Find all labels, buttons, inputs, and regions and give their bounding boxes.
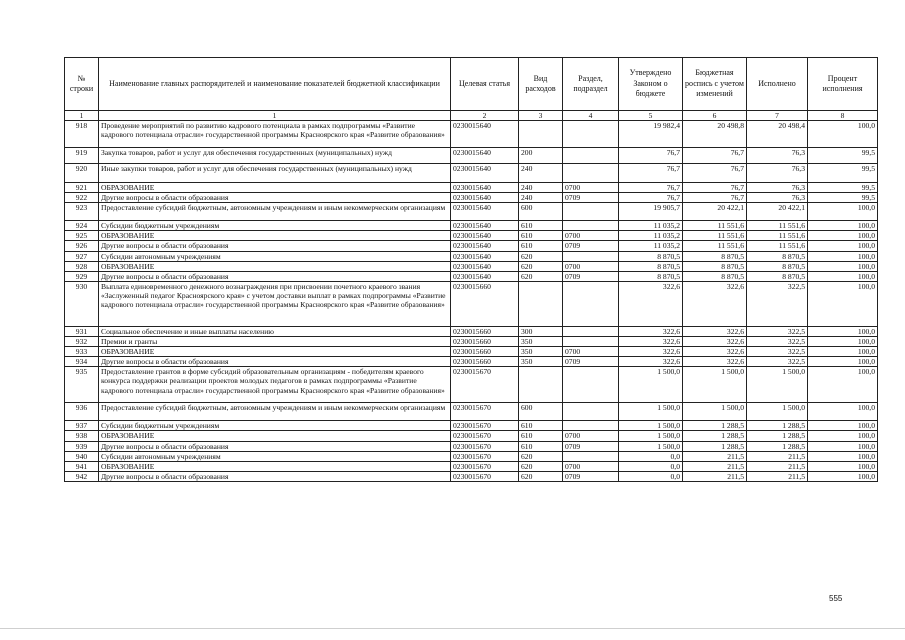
section-cell: 0700: [563, 183, 619, 193]
row-number-cell: 930: [65, 281, 99, 326]
header-section: Раздел, подраздел: [563, 58, 619, 111]
row-name-cell: ОБРАЗОВАНИЕ: [99, 461, 451, 471]
executed-cell: 11 551,6: [747, 221, 808, 231]
target-item-cell: 0230015640: [451, 261, 519, 271]
section-cell: 0700: [563, 231, 619, 241]
approved-cell: 1 500,0: [619, 431, 683, 441]
percent-cell: 100,0: [808, 221, 878, 231]
row-name-cell: Субсидии бюджетным учреждениям: [99, 221, 451, 231]
expense-type-cell: 620: [519, 461, 563, 471]
table-row: [65, 471, 878, 481]
section-cell: [563, 164, 619, 183]
row-name-cell: Иные закупки товаров, работ и услуг для обеспечения государственных (муниципальных) нужд: [99, 164, 451, 183]
budget-list-cell: 1 500,0: [683, 367, 747, 403]
budget-list-cell: 1 288,5: [683, 441, 747, 451]
percent-cell: 100,0: [808, 281, 878, 326]
executed-cell: 211,5: [747, 461, 808, 471]
percent-cell: 100,0: [808, 403, 878, 421]
executed-cell: 11 551,6: [747, 231, 808, 241]
target-item-cell: 0230015660: [451, 281, 519, 326]
executed-cell: 8 870,5: [747, 271, 808, 281]
header-expense-type: Вид расходов: [519, 58, 563, 111]
target-item-cell: 0230015670: [451, 451, 519, 461]
target-item-cell: 0230015670: [451, 367, 519, 403]
table-row: [65, 461, 878, 471]
row-number-cell: 924: [65, 221, 99, 231]
expense-type-cell: 240: [519, 193, 563, 203]
table-row: [65, 261, 878, 271]
target-item-cell: 0230015640: [451, 251, 519, 261]
executed-cell: 322,5: [747, 357, 808, 367]
executed-cell: 1 288,5: [747, 431, 808, 441]
percent-cell: 100,0: [808, 451, 878, 461]
column-number: 4: [563, 111, 619, 121]
expense-type-cell: 240: [519, 164, 563, 183]
approved-cell: 76,7: [619, 164, 683, 183]
row-name-cell: ОБРАЗОВАНИЕ: [99, 261, 451, 271]
target-item-cell: 0230015660: [451, 357, 519, 367]
approved-cell: 322,6: [619, 326, 683, 336]
expense-type-cell: 610: [519, 231, 563, 241]
row-number-cell: 928: [65, 261, 99, 271]
row-name-cell: ОБРАЗОВАНИЕ: [99, 431, 451, 441]
approved-cell: 0,0: [619, 451, 683, 461]
section-cell: 0700: [563, 461, 619, 471]
approved-cell: 322,6: [619, 281, 683, 326]
approved-cell: 1 500,0: [619, 403, 683, 421]
approved-cell: 8 870,5: [619, 271, 683, 281]
expense-type-cell: 610: [519, 241, 563, 251]
table-row: [65, 148, 878, 164]
executed-cell: 211,5: [747, 451, 808, 461]
section-cell: [563, 326, 619, 336]
row-name-cell: Другие вопросы в области образования: [99, 357, 451, 367]
percent-cell: 100,0: [808, 471, 878, 481]
executed-cell: 76,3: [747, 164, 808, 183]
executed-cell: 1 288,5: [747, 421, 808, 431]
target-item-cell: 0230015640: [451, 241, 519, 251]
row-name-cell: Субсидии автономным учреждениям: [99, 451, 451, 461]
budget-list-cell: 76,7: [683, 183, 747, 193]
header-percent: Процент исполнения: [808, 58, 878, 111]
section-cell: [563, 121, 619, 148]
table-row: [65, 221, 878, 231]
table-row: [65, 231, 878, 241]
target-item-cell: 0230015660: [451, 326, 519, 336]
table-row: [65, 357, 878, 367]
target-item-cell: 0230015660: [451, 347, 519, 357]
row-number-cell: 921: [65, 183, 99, 193]
executed-cell: 76,3: [747, 193, 808, 203]
expense-type-cell: 350: [519, 357, 563, 367]
expense-type-cell: 620: [519, 471, 563, 481]
expense-type-cell: [519, 121, 563, 148]
executed-cell: 11 551,6: [747, 241, 808, 251]
budget-list-cell: 20 498,8: [683, 121, 747, 148]
table-row: [65, 326, 878, 336]
section-cell: [563, 281, 619, 326]
approved-cell: 11 035,2: [619, 221, 683, 231]
table-row: [65, 121, 878, 148]
target-item-cell: 0230015670: [451, 421, 519, 431]
percent-cell: 100,0: [808, 203, 878, 221]
table-row: [65, 367, 878, 403]
section-cell: [563, 421, 619, 431]
header-row: [65, 58, 878, 111]
section-cell: [563, 336, 619, 346]
table-row: [65, 183, 878, 193]
expense-type-cell: 610: [519, 431, 563, 441]
section-cell: 0709: [563, 271, 619, 281]
expense-type-cell: 300: [519, 326, 563, 336]
target-item-cell: 0230015670: [451, 461, 519, 471]
approved-cell: 0,0: [619, 461, 683, 471]
row-name-cell: Другие вопросы в области образования: [99, 441, 451, 451]
row-number-cell: 925: [65, 231, 99, 241]
column-number: 1: [65, 111, 99, 121]
section-cell: [563, 203, 619, 221]
table-row: [65, 403, 878, 421]
budget-list-cell: 76,7: [683, 164, 747, 183]
table-row: [65, 241, 878, 251]
scan-edge-divider: [0, 628, 905, 629]
row-number-cell: 933: [65, 347, 99, 357]
executed-cell: 76,3: [747, 148, 808, 164]
percent-cell: 100,0: [808, 461, 878, 471]
budget-list-cell: 322,6: [683, 336, 747, 346]
target-item-cell: 0230015640: [451, 231, 519, 241]
expense-type-cell: 200: [519, 148, 563, 164]
budget-list-cell: 211,5: [683, 461, 747, 471]
percent-cell: 99,5: [808, 164, 878, 183]
executed-cell: 8 870,5: [747, 251, 808, 261]
target-item-cell: 0230015640: [451, 121, 519, 148]
budget-list-cell: 8 870,5: [683, 261, 747, 271]
target-item-cell: 0230015640: [451, 271, 519, 281]
executed-cell: 8 870,5: [747, 261, 808, 271]
row-number-cell: 939: [65, 441, 99, 451]
table-body: [65, 121, 878, 482]
target-item-cell: 0230015660: [451, 336, 519, 346]
target-item-cell: 0230015640: [451, 221, 519, 231]
executed-cell: 322,5: [747, 336, 808, 346]
table-row: [65, 251, 878, 261]
budget-list-cell: 322,6: [683, 281, 747, 326]
percent-cell: 99,5: [808, 183, 878, 193]
percent-cell: 100,0: [808, 357, 878, 367]
row-number-cell: 942: [65, 471, 99, 481]
approved-cell: 11 035,2: [619, 241, 683, 251]
row-number-cell: 931: [65, 326, 99, 336]
expense-type-cell: 600: [519, 403, 563, 421]
target-item-cell: 0230015670: [451, 441, 519, 451]
percent-cell: 99,5: [808, 193, 878, 203]
budget-list-cell: 20 422,1: [683, 203, 747, 221]
approved-cell: 8 870,5: [619, 251, 683, 261]
row-name-cell: Выплата единовременного денежного вознаграждения при присвоении почетного краевого звания «Заслуженный педагог Красноярского края» с учетом доставки выплат в рамках подпрограммы «Развитие кадрового потенциала отрасли» государственной программы Красноярского края «Развитие образования»: [99, 281, 451, 326]
header-row-number: № строки: [65, 58, 99, 111]
header-budget-list: Бюджетная роспись с учетом изменений: [683, 58, 747, 111]
executed-cell: 1 500,0: [747, 367, 808, 403]
target-item-cell: 0230015640: [451, 183, 519, 193]
target-item-cell: 0230015670: [451, 431, 519, 441]
row-number-cell: 938: [65, 431, 99, 441]
table-row: [65, 271, 878, 281]
expense-type-cell: 610: [519, 221, 563, 231]
row-name-cell: Предоставление субсидий бюджетным, автономным учреждениям и иным некоммерческим организациям: [99, 403, 451, 421]
header-approved: Утверждено Законом о бюджете: [619, 58, 683, 111]
percent-cell: 100,0: [808, 367, 878, 403]
page-number: 555: [829, 594, 843, 603]
budget-list-cell: 1 500,0: [683, 403, 747, 421]
budget-list-cell: 211,5: [683, 451, 747, 461]
budget-list-cell: 322,6: [683, 347, 747, 357]
section-cell: 0709: [563, 241, 619, 251]
target-item-cell: 0230015670: [451, 403, 519, 421]
row-name-cell: Предоставление субсидий бюджетным, автономным учреждениям и иным некоммерческим организациям: [99, 203, 451, 221]
expense-type-cell: [519, 281, 563, 326]
table-row: [65, 347, 878, 357]
percent-cell: 100,0: [808, 336, 878, 346]
expense-type-cell: 350: [519, 347, 563, 357]
approved-cell: 76,7: [619, 183, 683, 193]
row-number-cell: 919: [65, 148, 99, 164]
target-item-cell: 0230015640: [451, 203, 519, 221]
row-name-cell: Проведение мероприятий по развитию кадрового потенциала в рамках подпрограммы «Развитие кадрового потенциала отрасли» государственной программы Красноярского края «Развитие образования»: [99, 121, 451, 148]
row-name-cell: Другие вопросы в области образования: [99, 241, 451, 251]
expense-type-cell: 610: [519, 441, 563, 451]
section-cell: 0709: [563, 357, 619, 367]
row-name-cell: Другие вопросы в области образования: [99, 271, 451, 281]
executed-cell: 1 288,5: [747, 441, 808, 451]
column-number: 3: [519, 111, 563, 121]
row-number-cell: 934: [65, 357, 99, 367]
executed-cell: 20 422,1: [747, 203, 808, 221]
executed-cell: 20 498,4: [747, 121, 808, 148]
approved-cell: 322,6: [619, 336, 683, 346]
table-row: [65, 336, 878, 346]
expense-type-cell: 350: [519, 336, 563, 346]
row-number-cell: 920: [65, 164, 99, 183]
column-number: 1: [99, 111, 451, 121]
budget-list-cell: 211,5: [683, 471, 747, 481]
row-name-cell: Другие вопросы в области образования: [99, 471, 451, 481]
executed-cell: 1 500,0: [747, 403, 808, 421]
percent-cell: 100,0: [808, 431, 878, 441]
section-cell: 0700: [563, 431, 619, 441]
row-name-cell: Премии и гранты: [99, 336, 451, 346]
approved-cell: 19 982,4: [619, 121, 683, 148]
section-cell: [563, 451, 619, 461]
percent-cell: 99,5: [808, 148, 878, 164]
header-name: Наименование главных распорядителей и наименование показателей бюджетной классификации: [99, 58, 451, 111]
table-row: [65, 193, 878, 203]
column-number: 6: [683, 111, 747, 121]
percent-cell: 100,0: [808, 326, 878, 336]
column-number: 2: [451, 111, 519, 121]
budget-list-cell: 76,7: [683, 193, 747, 203]
table-row: [65, 431, 878, 441]
executed-cell: 322,5: [747, 281, 808, 326]
row-number-cell: 936: [65, 403, 99, 421]
column-numbers-row: [65, 111, 878, 121]
target-item-cell: 0230015640: [451, 164, 519, 183]
row-name-cell: Социальное обеспечение и иные выплаты населению: [99, 326, 451, 336]
budget-list-cell: 322,6: [683, 357, 747, 367]
target-item-cell: 0230015670: [451, 471, 519, 481]
column-number: 8: [808, 111, 878, 121]
budget-list-cell: 11 551,6: [683, 231, 747, 241]
approved-cell: 1 500,0: [619, 441, 683, 451]
section-cell: [563, 403, 619, 421]
column-number: 7: [747, 111, 808, 121]
row-name-cell: Субсидии автономным учреждениям: [99, 251, 451, 261]
table-row: [65, 441, 878, 451]
row-number-cell: 923: [65, 203, 99, 221]
row-number-cell: 940: [65, 451, 99, 461]
header-target-item: Целевая статья: [451, 58, 519, 111]
percent-cell: 100,0: [808, 231, 878, 241]
header-executed: Исполнено: [747, 58, 808, 111]
budget-list-cell: 11 551,6: [683, 221, 747, 231]
approved-cell: 76,7: [619, 148, 683, 164]
section-cell: 0700: [563, 347, 619, 357]
budget-list-cell: 1 288,5: [683, 431, 747, 441]
row-number-cell: 927: [65, 251, 99, 261]
expense-type-cell: 620: [519, 251, 563, 261]
executed-cell: 211,5: [747, 471, 808, 481]
section-cell: [563, 251, 619, 261]
table-row: [65, 421, 878, 431]
percent-cell: 100,0: [808, 347, 878, 357]
table-row: [65, 281, 878, 326]
expense-type-cell: 620: [519, 261, 563, 271]
section-cell: 0709: [563, 441, 619, 451]
row-number-cell: 918: [65, 121, 99, 148]
executed-cell: 322,5: [747, 326, 808, 336]
section-cell: [563, 148, 619, 164]
approved-cell: 19 905,7: [619, 203, 683, 221]
budget-list-cell: 8 870,5: [683, 271, 747, 281]
budget-list-cell: 1 288,5: [683, 421, 747, 431]
section-cell: 0709: [563, 193, 619, 203]
table-row: [65, 164, 878, 183]
row-number-cell: 932: [65, 336, 99, 346]
row-name-cell: Закупка товаров, работ и услуг для обеспечения государственных (муниципальных) нужд: [99, 148, 451, 164]
row-name-cell: Субсидии бюджетным учреждениям: [99, 421, 451, 431]
section-cell: 0700: [563, 261, 619, 271]
percent-cell: 100,0: [808, 241, 878, 251]
row-number-cell: 926: [65, 241, 99, 251]
row-name-cell: ОБРАЗОВАНИЕ: [99, 231, 451, 241]
percent-cell: 100,0: [808, 121, 878, 148]
percent-cell: 100,0: [808, 421, 878, 431]
section-cell: [563, 221, 619, 231]
row-number-cell: 935: [65, 367, 99, 403]
budget-list-cell: 11 551,6: [683, 241, 747, 251]
expense-type-cell: 600: [519, 203, 563, 221]
expense-type-cell: 620: [519, 451, 563, 461]
row-name-cell: ОБРАЗОВАНИЕ: [99, 183, 451, 193]
percent-cell: 100,0: [808, 251, 878, 261]
row-number-cell: 922: [65, 193, 99, 203]
approved-cell: 0,0: [619, 471, 683, 481]
section-cell: [563, 367, 619, 403]
row-name-cell: Другие вопросы в области образования: [99, 193, 451, 203]
budget-table: [64, 57, 878, 482]
percent-cell: 100,0: [808, 261, 878, 271]
row-number-cell: 929: [65, 271, 99, 281]
expense-type-cell: 240: [519, 183, 563, 193]
section-cell: 0709: [563, 471, 619, 481]
row-name-cell: Предоставление грантов в форме субсидий образовательным организациям - победителям краевого конкурса поддержки реализации проектов молодых педагогов в рамках подпрограммы «Развитие кадрового потенциала отрасли» государственной программы Красноярского края «Развитие образования»: [99, 367, 451, 403]
budget-list-cell: 322,6: [683, 326, 747, 336]
approved-cell: 1 500,0: [619, 367, 683, 403]
expense-type-cell: 620: [519, 271, 563, 281]
table-row: [65, 451, 878, 461]
row-name-cell: ОБРАЗОВАНИЕ: [99, 347, 451, 357]
expense-type-cell: [519, 367, 563, 403]
percent-cell: 100,0: [808, 271, 878, 281]
budget-list-cell: 76,7: [683, 148, 747, 164]
approved-cell: 322,6: [619, 347, 683, 357]
executed-cell: 76,3: [747, 183, 808, 193]
executed-cell: 322,5: [747, 347, 808, 357]
approved-cell: 76,7: [619, 193, 683, 203]
target-item-cell: 0230015640: [451, 193, 519, 203]
table-row: [65, 203, 878, 221]
percent-cell: 100,0: [808, 441, 878, 451]
approved-cell: 11 035,2: [619, 231, 683, 241]
approved-cell: 322,6: [619, 357, 683, 367]
row-number-cell: 937: [65, 421, 99, 431]
target-item-cell: 0230015640: [451, 148, 519, 164]
column-number: 5: [619, 111, 683, 121]
budget-list-cell: 8 870,5: [683, 251, 747, 261]
approved-cell: 1 500,0: [619, 421, 683, 431]
expense-type-cell: 610: [519, 421, 563, 431]
row-number-cell: 941: [65, 461, 99, 471]
approved-cell: 8 870,5: [619, 261, 683, 271]
